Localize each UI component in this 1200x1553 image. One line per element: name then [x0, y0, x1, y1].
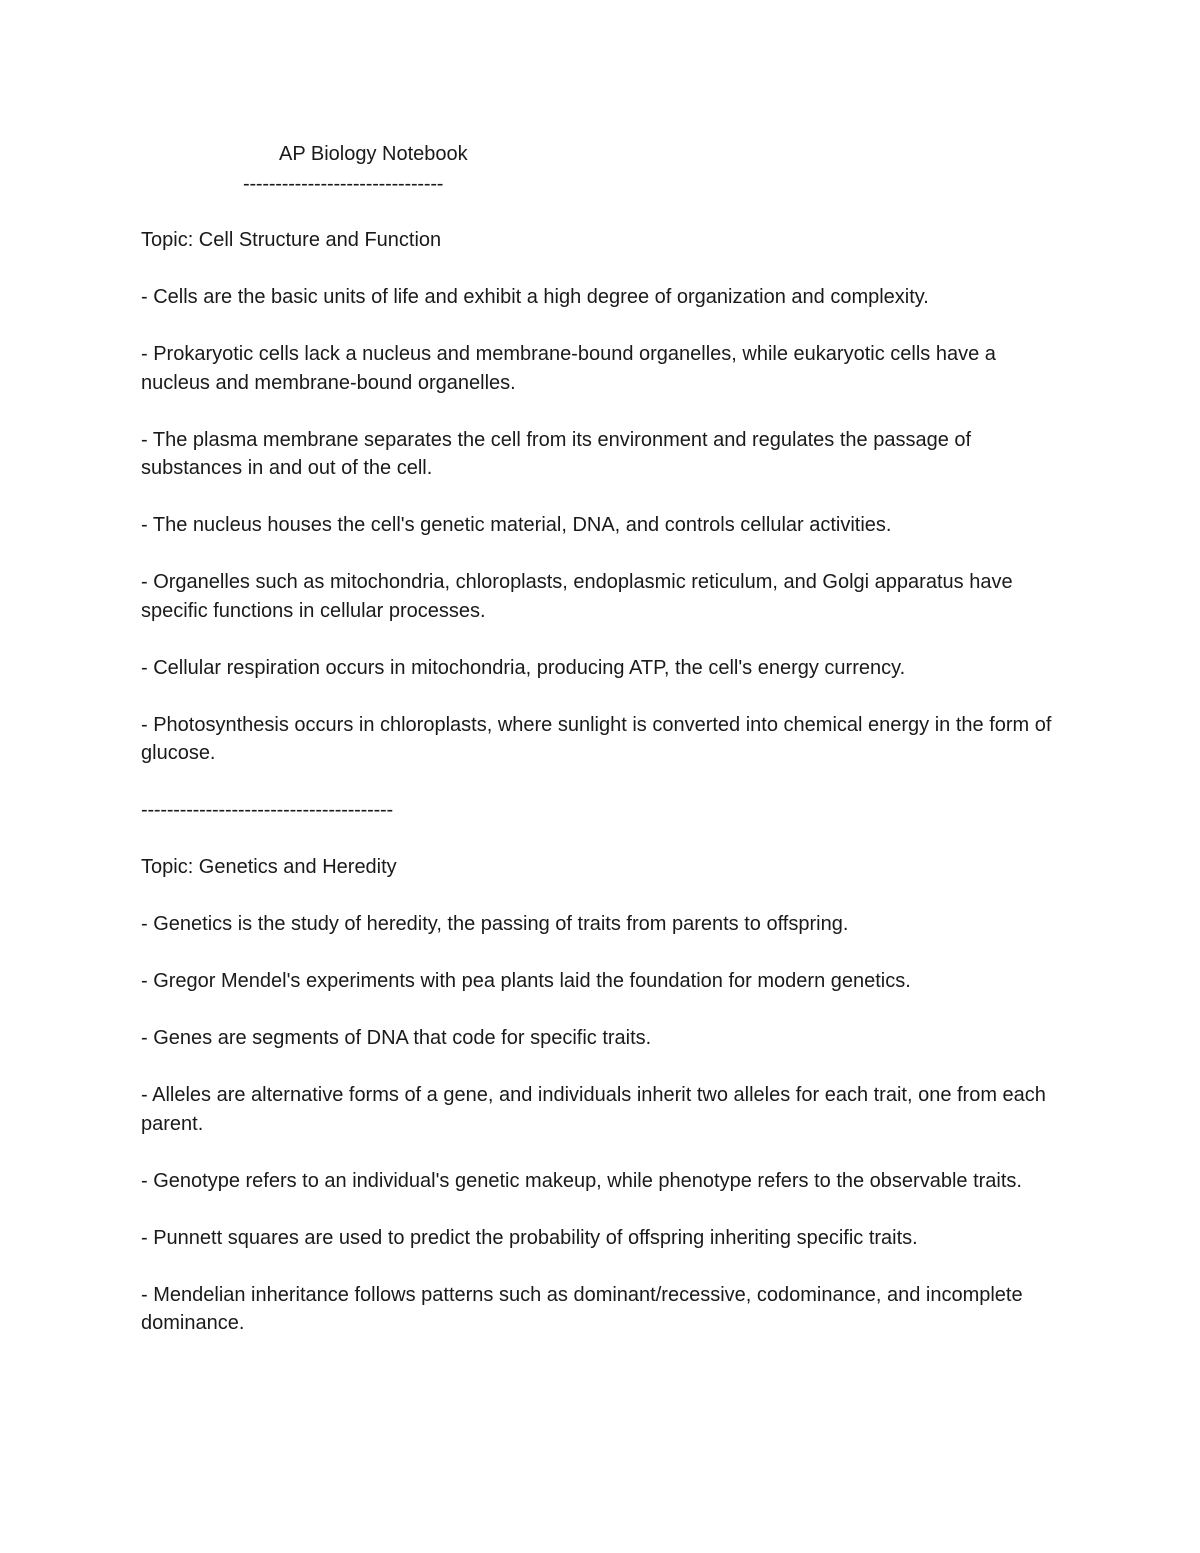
section-cell-structure	[141, 226, 1061, 768]
bullet-point: - Prokaryotic cells lack a nucleus and membrane-bound organelles, while eukaryotic cells have a nucleus and membrane-bound organelles.	[141, 343, 996, 394]
bullet-point: - The plasma membrane separates the cell from its environment and regulates the passage of substances in and out of the cell.	[141, 428, 972, 479]
bullet-point: - Mendelian inheritance follows patterns such as dominant/recessive, codominance, and incomplete dominance.	[141, 1283, 1023, 1334]
bullet-point: - Genes are segments of DNA that code for specific traits.	[141, 1027, 652, 1049]
section-divider: ---------------------------------------	[141, 799, 393, 821]
bullet-point: - The nucleus houses the cell's genetic material, DNA, and controls cellular activities.	[141, 514, 892, 536]
bullet-point: - Cellular respiration occurs in mitochondria, producing ATP, the cell's energy currency.	[141, 656, 906, 679]
document-body	[141, 226, 1061, 1366]
section-topic: Topic: Genetics and Heredity	[141, 856, 397, 878]
bullet-point: - Punnett squares are used to predict the probability of offspring inheriting specific traits.	[141, 1226, 918, 1249]
title-divider: -------------------------------	[243, 173, 444, 195]
section-topic: Topic: Cell Structure and Function	[141, 229, 442, 251]
bullet-point: - Photosynthesis occurs in chloroplasts, where sunlight is converted into chemical energy in the form of glucose.	[141, 713, 1052, 764]
bullet-point: - Cells are the basic units of life and exhibit a high degree of organization and complexity.	[141, 286, 929, 308]
section-genetics	[141, 853, 1061, 1338]
bullet-point: - Gregor Mendel's experiments with pea plants laid the foundation for modern genetics.	[141, 970, 911, 992]
bullet-point: - Organelles such as mitochondria, chloroplasts, endoplasmic reticulum, and Golgi apparatus have specific functions in cellular processes.	[141, 571, 1013, 622]
document-title: AP Biology Notebook	[279, 143, 468, 165]
bullet-point: - Genotype refers to an individual's genetic makeup, while phenotype refers to the observable traits.	[141, 1169, 1022, 1192]
bullet-point: - Alleles are alternative forms of a gene, and individuals inherit two alleles for each trait, one from each parent.	[141, 1084, 1046, 1135]
bullet-point: - Genetics is the study of heredity, the passing of traits from parents to offspring.	[141, 913, 849, 935]
